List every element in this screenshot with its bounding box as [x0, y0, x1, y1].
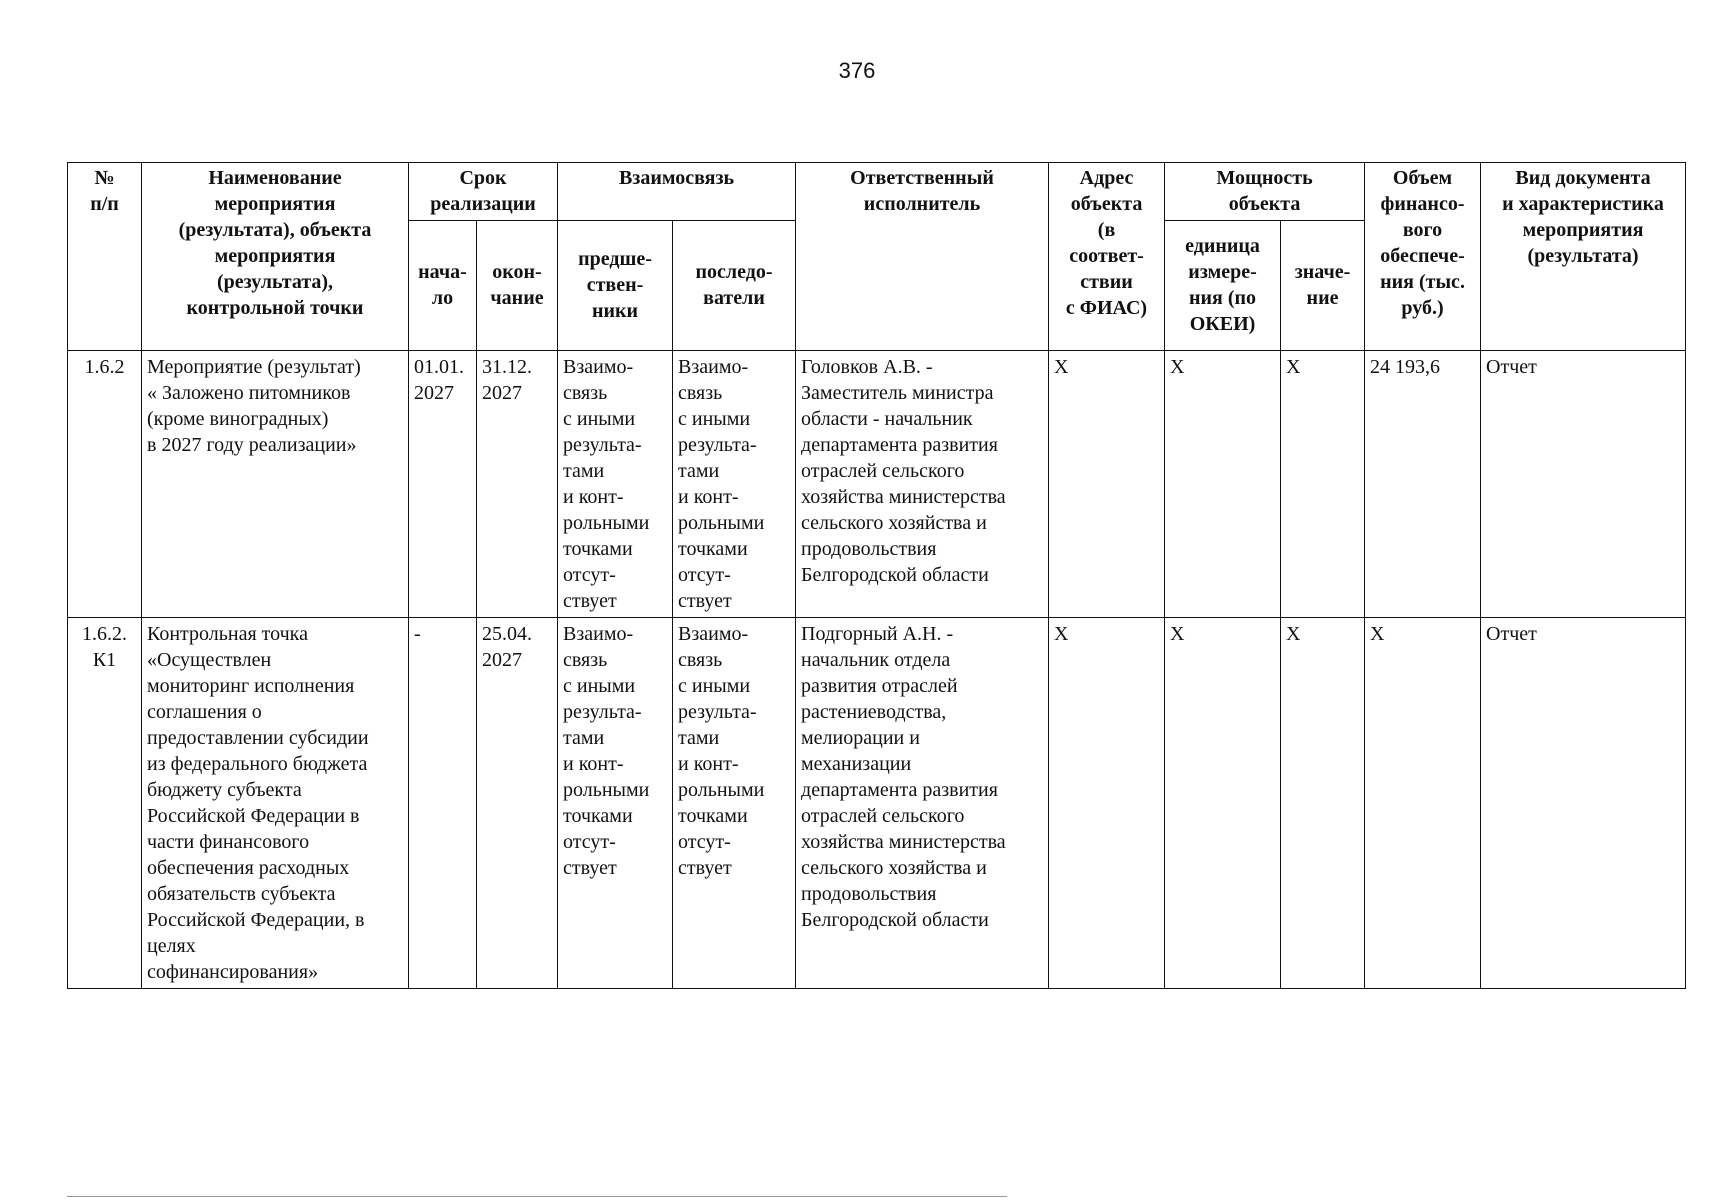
header-capacity: Мощность объекта — [1165, 163, 1365, 221]
header-row-top — [68, 163, 1686, 221]
row-doc: Отчет — [1481, 618, 1686, 989]
row-prev: Взаимо- связь с иными результа- тами и конт- рольными точками отсут- ствует — [558, 618, 673, 989]
header-period-end: окон- чание — [477, 221, 558, 351]
header-address: Адрес объекта (в соответ- ствии с ФИАС) — [1049, 163, 1165, 351]
header-responsible: Ответственный исполнитель — [796, 163, 1049, 351]
row-name: Контрольная точка «Осуществлен мониторинг исполнения соглашения о предоставлении субсидии из федерального бюджета бюджету субъекта Российской Федерации в части финансового обеспечения расходных обязательств субъекта Российской Федерации, в целях софинансирования» — [142, 618, 409, 989]
row-next: Взаимо- связь с иными результа- тами и конт- рольными точками отсут- ствует — [673, 351, 796, 618]
header-capacity-unit: единица измере- ния (по ОКЕИ) — [1165, 221, 1281, 351]
row-funding: 24 193,6 — [1365, 351, 1481, 618]
row-end: 25.04. 2027 — [477, 618, 558, 989]
header-relation: Взаимосвязь — [558, 163, 796, 221]
header-period: Срок реализации — [409, 163, 558, 221]
header-relation-next: последо- ватели — [673, 221, 796, 351]
header-funding: Объем финансо- вого обеспече- ния (тыс. руб.) — [1365, 163, 1481, 351]
header-capacity-value: значе- ние — [1281, 221, 1365, 351]
header-doc-type: Вид документа и характеристика мероприятия (результата) — [1481, 163, 1686, 351]
row-start: - — [409, 618, 477, 989]
row-prev: Взаимо- связь с иными результа- тами и конт- рольными точками отсут- ствует — [558, 351, 673, 618]
row-funding: X — [1365, 618, 1481, 989]
footer-rule — [67, 1196, 1007, 1197]
row-value: X — [1281, 618, 1365, 989]
row-num: 1.6.2 — [68, 351, 142, 618]
row-address: X — [1049, 618, 1165, 989]
row-next: Взаимо- связь с иными результа- тами и конт- рольными точками отсут- ствует — [673, 618, 796, 989]
activity-plan-table — [67, 162, 1686, 989]
row-doc: Отчет — [1481, 351, 1686, 618]
row-num: 1.6.2. К1 — [68, 618, 142, 989]
row-value: X — [1281, 351, 1365, 618]
header-num: № п/п — [68, 163, 142, 351]
row-unit: X — [1165, 618, 1281, 989]
header-relation-prev: предше- ствен- ники — [558, 221, 673, 351]
page-number: 376 — [838, 58, 876, 83]
row-responsible: Подгорный А.Н. - начальник отдела развития отраслей растениеводства, мелиорации и механизации департамента развития отраслей сельского хозяйства министерства сельского хозяйства и продовольствия Белгородской области — [796, 618, 1049, 989]
table-row — [68, 351, 1686, 618]
row-name: Мероприятие (результат) « Заложено питомников (кроме виноградных) в 2027 году реализации» — [142, 351, 409, 618]
row-end: 31.12. 2027 — [477, 351, 558, 618]
header-name: Наименование мероприятия (результата), объекта мероприятия (результата), контрольной точки — [142, 163, 409, 351]
row-address: X — [1049, 351, 1165, 618]
row-responsible: Головков А.В. - Заместитель министра области - начальник департамента развития отраслей сельского хозяйства министерства сельского хозяйства и продовольствия Белгородской области — [796, 351, 1049, 618]
row-unit: X — [1165, 351, 1281, 618]
row-start: 01.01. 2027 — [409, 351, 477, 618]
header-period-start: нача- ло — [409, 221, 477, 351]
table-row — [68, 618, 1686, 989]
